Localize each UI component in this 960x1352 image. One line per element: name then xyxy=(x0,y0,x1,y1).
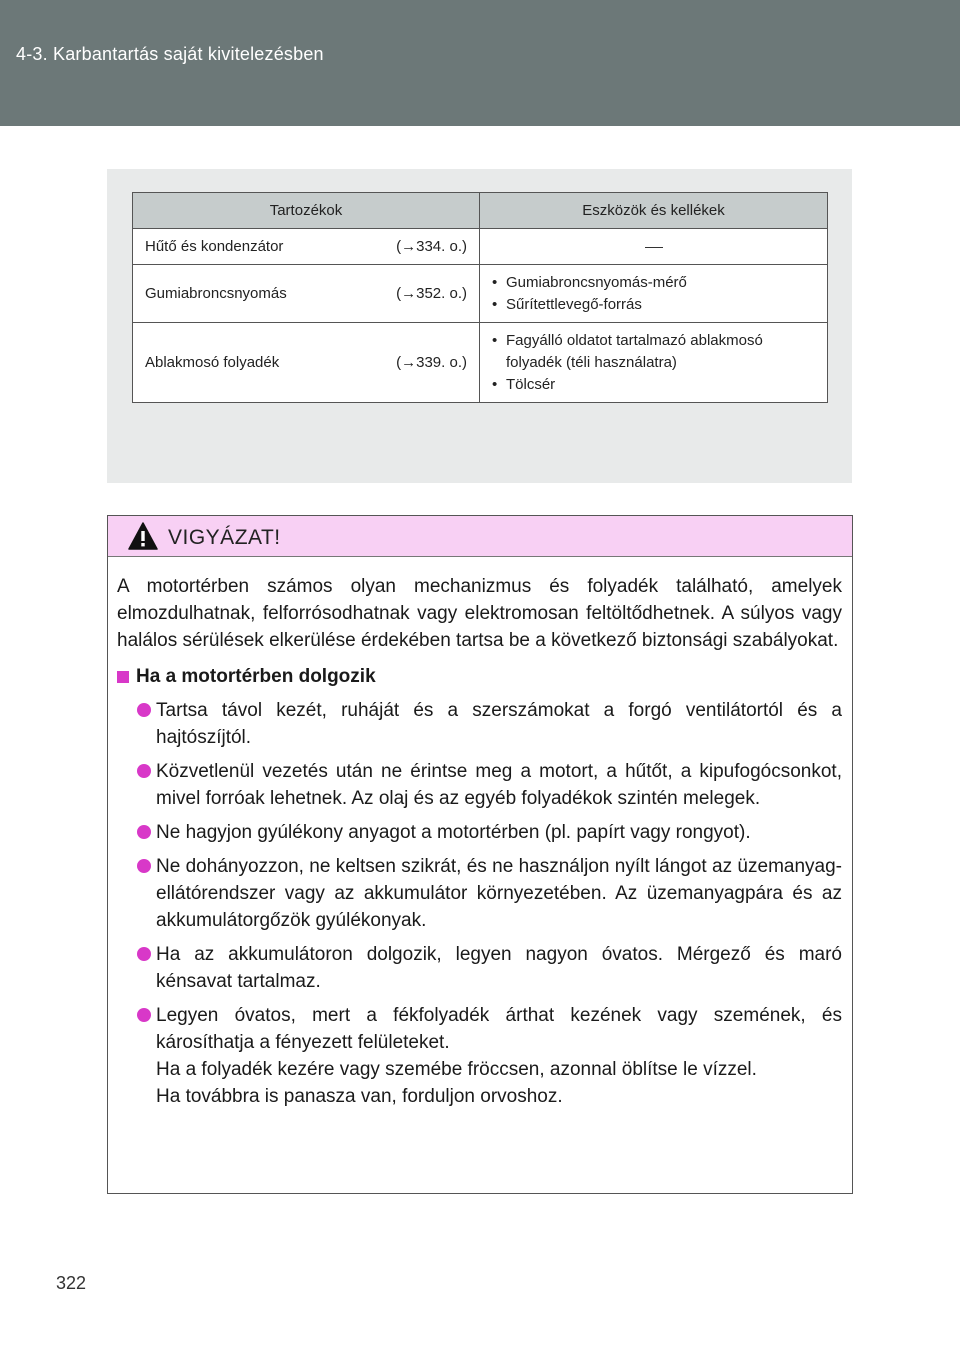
table-cell-item xyxy=(133,229,480,265)
item-line: Ha a folyadék kezére vagy szemébe fröccsen, azonnal öblítse le vízzel. xyxy=(156,1059,757,1080)
list-item-text: Tartsa távol kezét, ruháját és a szerszámokat a forgó ventilátortól és a hajtószíjtól. xyxy=(156,700,842,748)
square-bullet-icon xyxy=(117,671,129,683)
column-header-accessories: Tartozékok xyxy=(133,193,480,229)
accessories-table xyxy=(132,192,828,403)
table-row xyxy=(133,265,828,323)
list-item-text xyxy=(156,1002,842,1110)
warning-subheading xyxy=(117,663,842,690)
item-name: Hűtő és kondenzátor xyxy=(145,238,284,255)
page-header xyxy=(0,0,960,126)
list-item-text: Ha az akkumulátoron dolgozik, legyen nagyon óvatos. Mérgező és maró kénsavat tartalmaz. xyxy=(156,944,842,992)
table-cell-tools xyxy=(480,229,828,265)
list-item xyxy=(137,758,842,812)
list-item xyxy=(137,819,842,846)
page-number: 322 xyxy=(56,1273,87,1293)
warning-intro: A motortérben számos olyan mechanizmus és folyadék található, amelyek elmozdulhatnak, felforrósodhatnak vagy elektromosan feltöltődhetnek. A súlyos vagy halálos sérülések elkerülése érdekében tartsa be a következő biztonsági szabályokat. xyxy=(117,576,842,651)
page-reference: (→334. o.) xyxy=(396,238,467,255)
list-item xyxy=(137,853,842,934)
table-cell-tools xyxy=(480,265,828,323)
list-item: • Fagyálló oldatot tartalmazó ablakmosó folyadék (téli használatra) xyxy=(492,330,815,374)
item-name: Gumiabroncsnyomás xyxy=(145,285,287,302)
item-line: Ha továbbra is panasza van, forduljon orvoshoz. xyxy=(156,1086,563,1107)
warning-items xyxy=(117,697,842,1110)
column-header-tools: Eszközök és kellékek xyxy=(480,193,828,229)
dash-icon xyxy=(645,247,663,248)
bullet-dot-icon xyxy=(137,764,151,778)
bullet-dot-icon xyxy=(137,947,151,961)
bullet-dot-icon xyxy=(137,859,151,873)
bullet-dot-icon xyxy=(137,825,151,839)
warning-header xyxy=(108,516,852,557)
item-name: Ablakmosó folyadék xyxy=(145,354,280,371)
list-item xyxy=(137,697,842,751)
table-cell-tools xyxy=(480,323,828,403)
list-item xyxy=(137,941,842,995)
list-item-text: Közvetlenül vezetés után ne érintse meg a motort, a hűtőt, a kipufogócsonkot, mivel forróak lehetnek. Az olaj és az egyéb folyadékok szintén melegek. xyxy=(156,761,842,809)
warning-triangle-icon xyxy=(128,522,158,550)
warning-title: VIGYÁZAT! xyxy=(168,526,281,549)
accessories-panel xyxy=(107,169,852,483)
table-cell-item xyxy=(133,265,480,323)
warning-body xyxy=(108,557,852,1110)
bullet-dot-icon xyxy=(137,1008,151,1022)
section-title: 4-3. Karbantartás saját kivitelezésben xyxy=(16,44,324,64)
list-item-text: Ne hagyjon gyúlékony anyagot a motortérben (pl. papírt vagy rongyot). xyxy=(156,822,751,843)
list-item: • Gumiabroncsnyomás-mérő xyxy=(492,272,815,294)
warning-box xyxy=(107,515,853,1194)
page-reference: (→352. o.) xyxy=(396,285,467,302)
table-header-row xyxy=(133,193,828,229)
list-item-text: Ne dohányozzon, ne keltsen szikrát, és ne használjon nyílt lángot az üzemanyag-ellátórendszer vagy az akkumulátor környezetében. Az üzemanyagpára és az akkumulátorgőzök gyúlékonyak. xyxy=(156,856,842,931)
table-cell-item xyxy=(133,323,480,403)
table-row xyxy=(133,229,828,265)
list-item xyxy=(137,1002,842,1110)
list-item: • Tölcsér xyxy=(492,374,815,396)
list-item: • Sűrítettlevegő-forrás xyxy=(492,294,815,316)
page-reference: (→339. o.) xyxy=(396,354,467,371)
table-row xyxy=(133,323,828,403)
subheading-text: Ha a motortérben dolgozik xyxy=(136,666,376,687)
bullet-dot-icon xyxy=(137,703,151,717)
item-line: Legyen óvatos, mert a fékfolyadék árthat kezének vagy szemének, és károsíthatja a fényezett felületeket. xyxy=(156,1005,842,1053)
